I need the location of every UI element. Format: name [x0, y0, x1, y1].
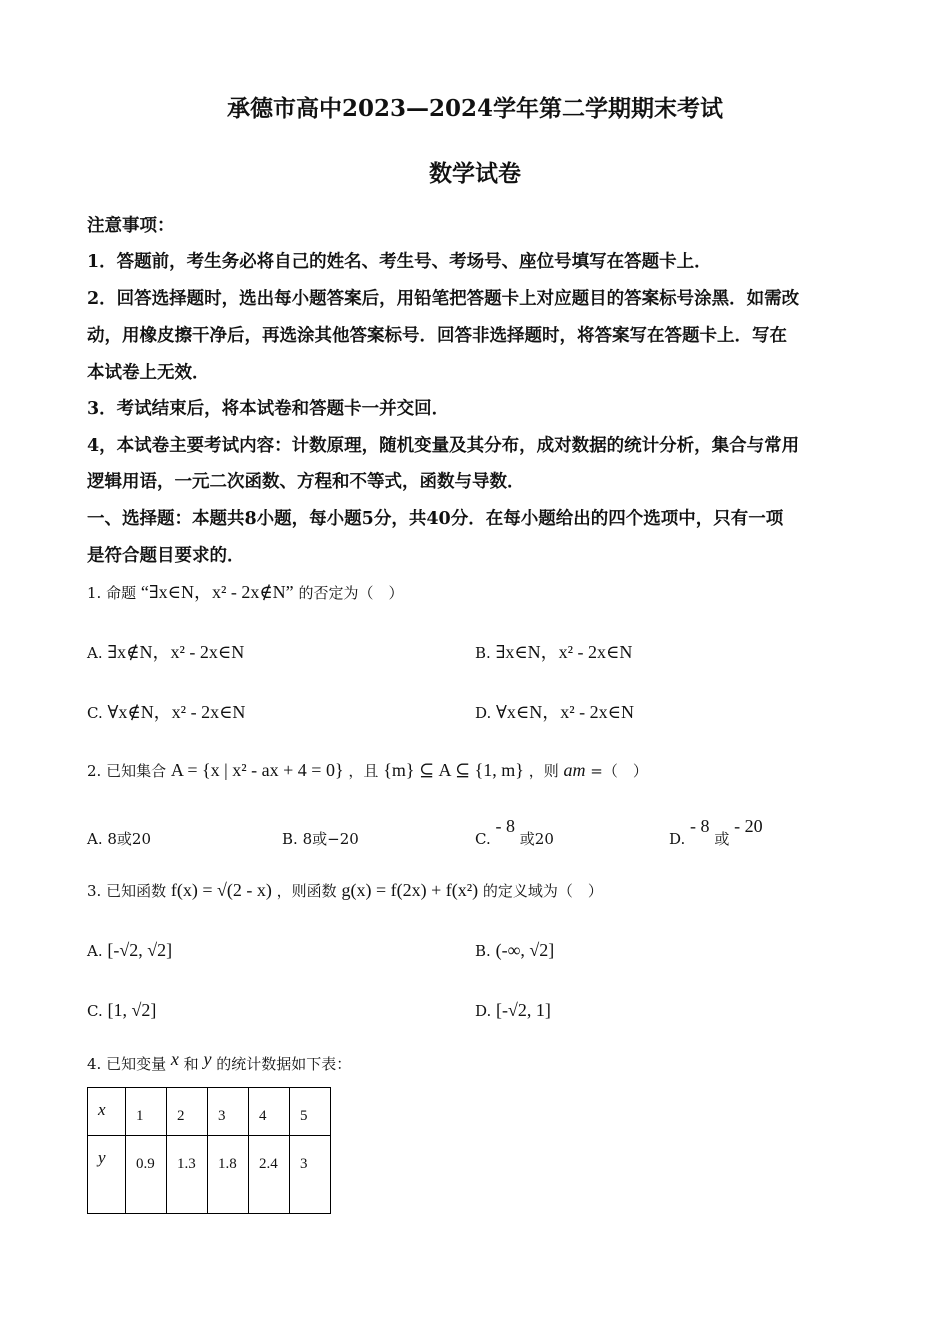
q2-option-c[interactable]: [475, 816, 554, 848]
q1-option-d-label: D.: [475, 704, 492, 722]
question-2: [87, 760, 648, 781]
q1-suffix: 的否定为（ ）: [298, 584, 404, 602]
note-item-2-line-2: 动，用橡皮擦干净后，再选涂其他答案标号．回答非选择题时，将答案写在答题卡上．写在: [87, 326, 787, 346]
table-cell-x: 2: [167, 1088, 208, 1136]
notes-heading: 注意事项：: [87, 216, 175, 236]
q4-var-x: x: [170, 1049, 179, 1069]
q3-option-a-expr: [-√2, √2]: [107, 940, 173, 960]
note-item-2-line-3: 本试卷上无效．: [87, 363, 210, 383]
q1-option-d-expr: ∀x∈N，x² - 2x∈N: [496, 702, 634, 722]
exam-title: 承德市高中2023—2024学年第二学期期末考试: [226, 95, 724, 122]
q1-option-a-label: A.: [87, 644, 103, 662]
q1-expression: “∃x∈N，x² - 2x∉N”: [140, 582, 294, 602]
table-row-x: [88, 1088, 331, 1136]
q4-prefix: 4. 已知变量: [87, 1055, 167, 1073]
q1-option-a-expr: ∃x∉N，x² - 2x∈N: [107, 642, 245, 662]
q3-option-c[interactable]: [87, 1000, 156, 1021]
q2-expression-subset: {m} ⊆ A ⊆ {1, m}: [383, 760, 524, 780]
q1-option-d[interactable]: [475, 698, 634, 724]
q1-option-c-label: C.: [87, 704, 103, 722]
q3-suffix: 的定义域为（ ）: [482, 882, 603, 900]
q2-option-c-label: C.: [475, 830, 491, 848]
table-cell-x: 5: [290, 1088, 331, 1136]
q3-option-a[interactable]: [87, 940, 172, 961]
table-cell-y: 1.8: [208, 1136, 249, 1214]
q2-option-d[interactable]: [669, 816, 763, 848]
q2-option-a[interactable]: [87, 828, 151, 849]
section-heading-line-1: 一、选择题：本题共8小题，每小题5分，共40分．在每小题给出的四个选项中，只有一项: [87, 509, 784, 529]
question-3: [87, 880, 603, 901]
note-item-2-line-1: 2．回答选择题时，选出每小题答案后，用铅笔把答题卡上对应题目的答案标号涂黑．如需改: [87, 289, 800, 309]
table-cell-y: 1.3: [167, 1136, 208, 1214]
q1-option-c-expr: ∀x∉N，x² - 2x∈N: [107, 702, 246, 722]
table-row-y: [88, 1136, 331, 1214]
q1-option-c[interactable]: [87, 698, 245, 724]
question-4: [87, 1049, 352, 1074]
q2-expression-am: am: [563, 760, 586, 780]
q2-option-c-num: - 8: [495, 816, 515, 836]
table-cell-x: 1: [126, 1088, 167, 1136]
q3-expression-g: g(x) = f(2x) + f(x²): [341, 880, 479, 900]
q3-option-b-label: B.: [475, 942, 491, 960]
q2-option-b[interactable]: [282, 828, 359, 849]
statistics-table: [87, 1087, 331, 1214]
section-heading-line-2: 是符合题目要求的．: [87, 546, 245, 566]
q3-prefix: 3. 已知函数: [87, 882, 167, 900]
table-cell-y: 0.9: [126, 1136, 167, 1214]
q3-mid: ，则函数: [276, 882, 337, 900]
question-1: [87, 578, 403, 604]
q2-option-a-label: A.: [87, 830, 103, 848]
q2-expression-set-a: A = {x | x² - ax + 4 = 0}: [170, 760, 344, 780]
table-cell-x: 4: [249, 1088, 290, 1136]
q4-suffix: 的统计数据如下表：: [216, 1055, 352, 1073]
q2-option-d-label: D.: [669, 830, 686, 848]
q4-var-y: y: [203, 1049, 212, 1069]
q2-option-d-or: 或: [714, 830, 730, 848]
note-item-4-line-1: 4，本试卷主要考试内容：计数原理，随机变量及其分布，成对数据的统计分析，集合与常用: [87, 436, 800, 456]
table-header-y: y: [88, 1136, 126, 1214]
q2-option-c-tail: 20: [534, 830, 554, 848]
note-item-3: 3．考试结束后，将本试卷和答题卡一并交回．: [87, 399, 450, 419]
q2-mid2: ，则: [528, 762, 559, 780]
q3-option-a-label: A.: [87, 942, 103, 960]
q2-option-a-text: 8或20: [107, 830, 152, 848]
q2-option-c-or: 或: [519, 830, 535, 848]
table-cell-y: 3: [290, 1136, 331, 1214]
note-item-4-line-2: 逻辑用语，一元二次函数、方程和不等式，函数与导数．: [87, 472, 525, 492]
q2-suffix: =（ ）: [590, 762, 648, 780]
q1-prefix: 1. 命题: [87, 584, 137, 602]
q3-option-c-expr: [1, √2]: [107, 1000, 157, 1020]
q2-option-b-text: 8或−20: [302, 830, 359, 848]
q1-option-b[interactable]: [475, 638, 632, 664]
q3-option-d-expr: [-√2, 1]: [496, 1000, 551, 1020]
table-cell-y: 2.4: [249, 1136, 290, 1214]
q2-mid: ，且: [348, 762, 379, 780]
q2-option-d-num: - 8: [690, 816, 710, 836]
exam-subtitle: 数学试卷: [429, 160, 521, 187]
q3-option-c-label: C.: [87, 1002, 103, 1020]
q1-option-b-expr: ∃x∈N，x² - 2x∈N: [495, 642, 633, 662]
q3-option-b[interactable]: [475, 940, 554, 961]
table-cell-x: 3: [208, 1088, 249, 1136]
note-item-1: 1．答题前，考生务必将自己的姓名、考生号、考场号、座位号填写在答题卡上．: [87, 252, 712, 272]
q3-expression-f: f(x) = √(2 - x): [170, 880, 272, 900]
q3-option-b-expr: (-∞, √2]: [495, 940, 555, 960]
q3-option-d-label: D.: [475, 1002, 492, 1020]
q2-option-b-label: B.: [282, 830, 298, 848]
table-header-x: x: [88, 1088, 126, 1136]
q4-and: 和: [183, 1055, 199, 1073]
q3-option-d[interactable]: [475, 1000, 551, 1021]
q2-option-d-tail: - 20: [734, 816, 763, 836]
q1-option-a[interactable]: [87, 638, 244, 664]
q2-prefix: 2. 已知集合: [87, 762, 167, 780]
q1-option-b-label: B.: [475, 644, 491, 662]
